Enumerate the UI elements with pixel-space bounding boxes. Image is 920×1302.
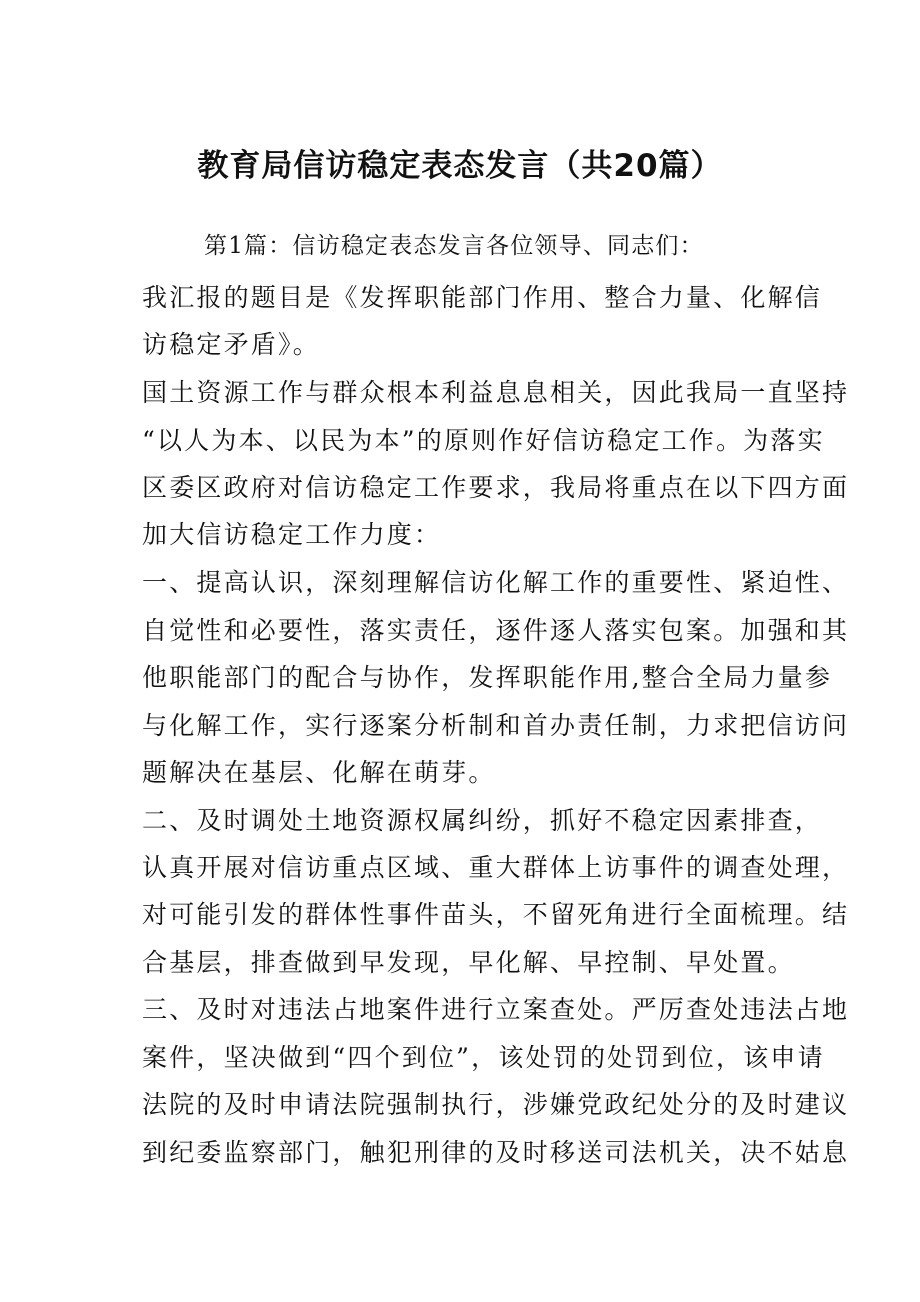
body-line: 认真开展对信访重点区域、重大群体上访事件的调查处理， xyxy=(142,853,850,882)
body-line: 到纪委监察部门，触犯刑律的及时移送司法机关，决不姑息 xyxy=(142,1138,850,1167)
body-line: 访稳定矛盾》。 xyxy=(142,330,320,359)
body-line: 一、提高认识，深刻理解信访化解工作的重要性、紧迫性、 xyxy=(142,568,850,597)
body-line: 对可能引发的群体性事件苗头，不留死角进行全面梳理。结 xyxy=(142,900,850,929)
body-line: 加大信访稳定工作力度： xyxy=(142,520,442,549)
body-line: 区委区政府对信访稳定工作要求，我局将重点在以下四方面 xyxy=(142,473,850,502)
body-line: 与化解工作，实行逐案分析制和首办责任制，力求把信访问 xyxy=(142,711,850,740)
body-line: 国土资源工作与群众根本利益息息相关，因此我局一直坚持 xyxy=(142,378,850,407)
body-line: 题解决在基层、化解在萌芽。 xyxy=(142,758,496,787)
document-title: 教育局信访稳定表态发言（共20篇） xyxy=(197,148,723,184)
body-line: 自觉性和必要性，落实责任，逐件逐人落实包案。加强和其 xyxy=(142,616,850,645)
body-line: 法院的及时申请法院强制执行，涉嫌党政纪处分的及时建议 xyxy=(142,1090,850,1119)
body-line: 合基层，排查做到早发现，早化解、早控制、早处置。 xyxy=(142,948,795,977)
body-line: 我汇报的题目是《发挥职能部门作用、整合力量、化解信 xyxy=(142,283,823,312)
body-line: 二、及时调处土地资源权属纠纷，抓好不稳定因素排查， xyxy=(142,806,823,835)
section-subheading: 第1篇：信访稳定表态发言各位领导、同志们： xyxy=(204,233,704,259)
body-line: 案件，坚决做到“四个到位”，该处罚的处罚到位，该申请 xyxy=(142,1043,825,1072)
body-line: 三、及时对违法占地案件进行立案查处。严厉查处违法占地 xyxy=(142,995,850,1024)
body-line: “以人为本、以民为本”的原则作好信访稳定工作。为落实 xyxy=(142,426,825,455)
body-line: 他职能部门的配合与协作，发挥职能作用,整合全局力量参 xyxy=(142,663,833,692)
